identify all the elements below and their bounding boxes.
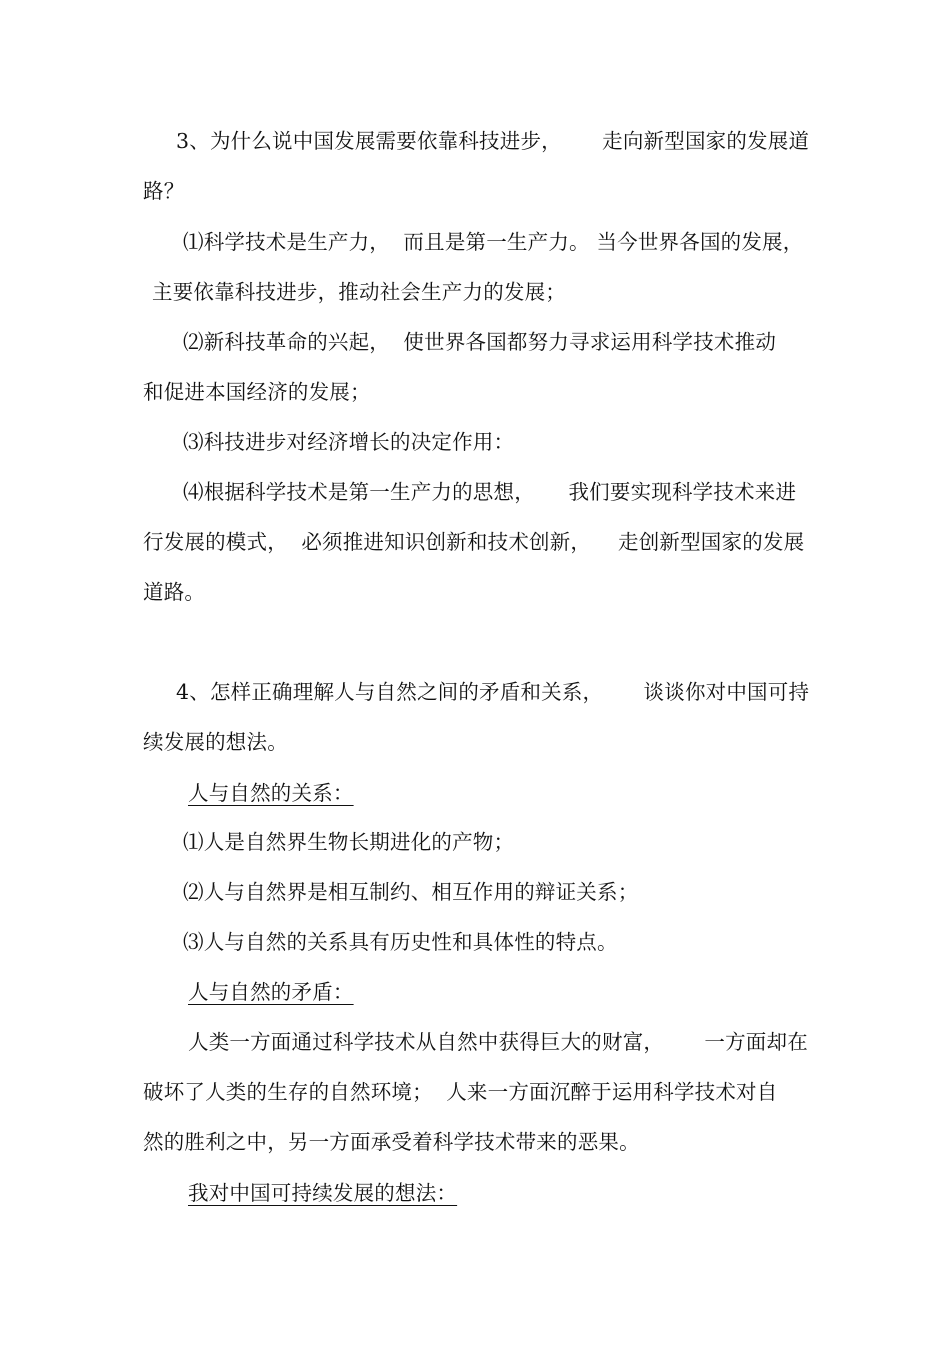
contradiction-text-end: 然的胜利之中，另一方面承受着科学技术带来的恶果。 (143, 1130, 640, 1154)
question-3-title: 3、为什么说中国发展需要依靠科技进步， 走向新型国家的发展道 (176, 129, 810, 153)
relation-heading: 人与自然的关系： (188, 781, 354, 805)
q3-point-2: ⑵新科技革命的兴起， 使世界各国都努力寻求运用科学技术推动 (183, 330, 777, 354)
q3-point-2-continued: 和促进本国经济的发展； (143, 380, 371, 404)
relation-point-1: ⑴人是自然界生物长期进化的产物； (183, 830, 515, 854)
relation-point-2: ⑵人与自然界是相互制约、相互作用的辩证关系； (183, 880, 639, 904)
q3-point-3: ⑶科技进步对经济增长的决定作用： (183, 430, 515, 454)
q3-point-1: ⑴科学技术是生产力， 而且是第一生产力。 当今世界各国的发展， (183, 230, 804, 254)
q3-point-1-continued: 主要依靠科技进步，推动社会生产力的发展； (152, 280, 566, 304)
relation-point-3: ⑶人与自然的关系具有历史性和具体性的特点。 (183, 930, 618, 954)
question-4-title: 4、怎样正确理解人与自然之间的矛盾和关系， 谈谈你对中国可持 (176, 680, 810, 704)
contradiction-text-continued: 破坏了人类的生存的自然环境； 人来一方面沉醉于运用科学技术对自 (143, 1080, 778, 1104)
contradiction-heading: 人与自然的矛盾： (188, 980, 354, 1004)
question-3-title-continued: 路？ (143, 179, 185, 203)
question-4-title-continued: 续发展的想法。 (143, 730, 288, 754)
opinion-heading: 我对中国可持续发展的想法： (188, 1181, 458, 1205)
contradiction-text: 人类一方面通过科学技术从自然中获得巨大的财富， 一方面却在 (188, 1030, 808, 1054)
q3-point-4-end: 道路。 (143, 580, 206, 604)
q3-point-4-continued: 行发展的模式， 必须推进知识创新和技术创新， 走创新型国家的发展 (143, 530, 805, 554)
q3-point-4: ⑷根据科学技术是第一生产力的思想， 我们要实现科学技术来进 (183, 480, 797, 504)
